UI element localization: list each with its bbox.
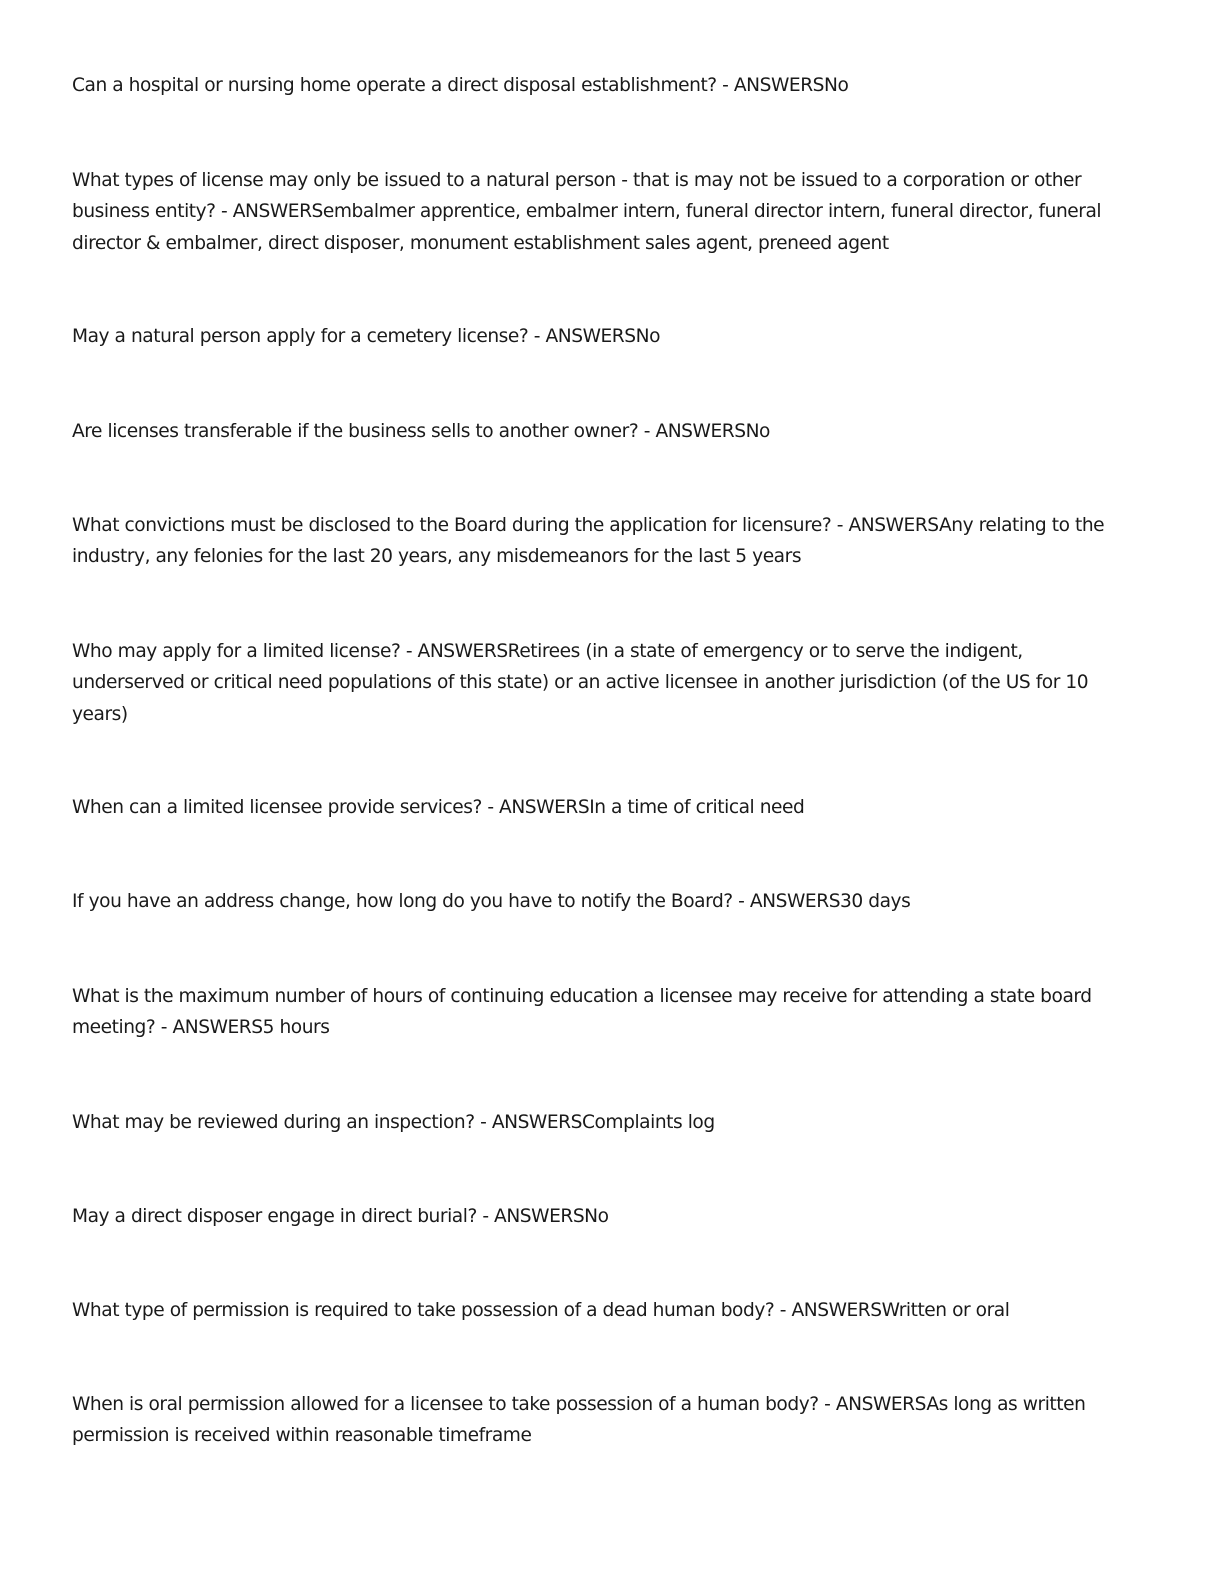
qa-item-1: Can a hospital or nursing home operate a direct disposal establishment? - ANSWERSNo xyxy=(72,75,849,96)
qa-item-13: When is oral permission allowed for a licensee to take possession of a human body? - ANSWERSAs long as written permission is received within reasonable timeframe xyxy=(72,1394,1086,1447)
qa-item-4: Are licenses transferable if the business sells to another owner? - ANSWERSNo xyxy=(72,421,770,442)
qa-item-6: Who may apply for a limited license? - ANSWERSRetirees (in a state of emergency or to serve the indigent, underserved or critical need populations of this state) or an active licensee in another jurisdiction (of the US for 10 years) xyxy=(72,641,1089,725)
qa-item-12: What type of permission is required to take possession of a dead human body? - ANSWERSWritten or oral xyxy=(72,1300,1010,1321)
qa-item-7: When can a limited licensee provide services? - ANSWERSIn a time of critical need xyxy=(72,797,805,818)
qa-item-2: What types of license may only be issued to a natural person - that is may not be issued to a corporation or other business entity? - ANSWERSembalmer apprentice, embalmer intern, funeral director intern, funeral director, funeral director & embalmer, direct disposer, monument establishment sales agent, preneed agent xyxy=(72,170,1102,254)
qa-item-9: What is the maximum number of hours of continuing education a licensee may receive for attending a state board meeting? - ANSWERS5 hours xyxy=(72,986,1092,1039)
qa-item-5: What convictions must be disclosed to the Board during the application for licensure? - ANSWERSAny relating to the industry, any felonies for the last 20 years, any misdemeanors for the last 5 years xyxy=(72,515,1105,568)
qa-item-8: If you have an address change, how long do you have to notify the Board? - ANSWERS30 days xyxy=(72,891,911,912)
qa-item-3: May a natural person apply for a cemetery license? - ANSWERSNo xyxy=(72,326,661,347)
qa-item-11: May a direct disposer engage in direct burial? - ANSWERSNo xyxy=(72,1206,609,1227)
qa-item-10: What may be reviewed during an inspection? - ANSWERSComplaints log xyxy=(72,1112,715,1133)
